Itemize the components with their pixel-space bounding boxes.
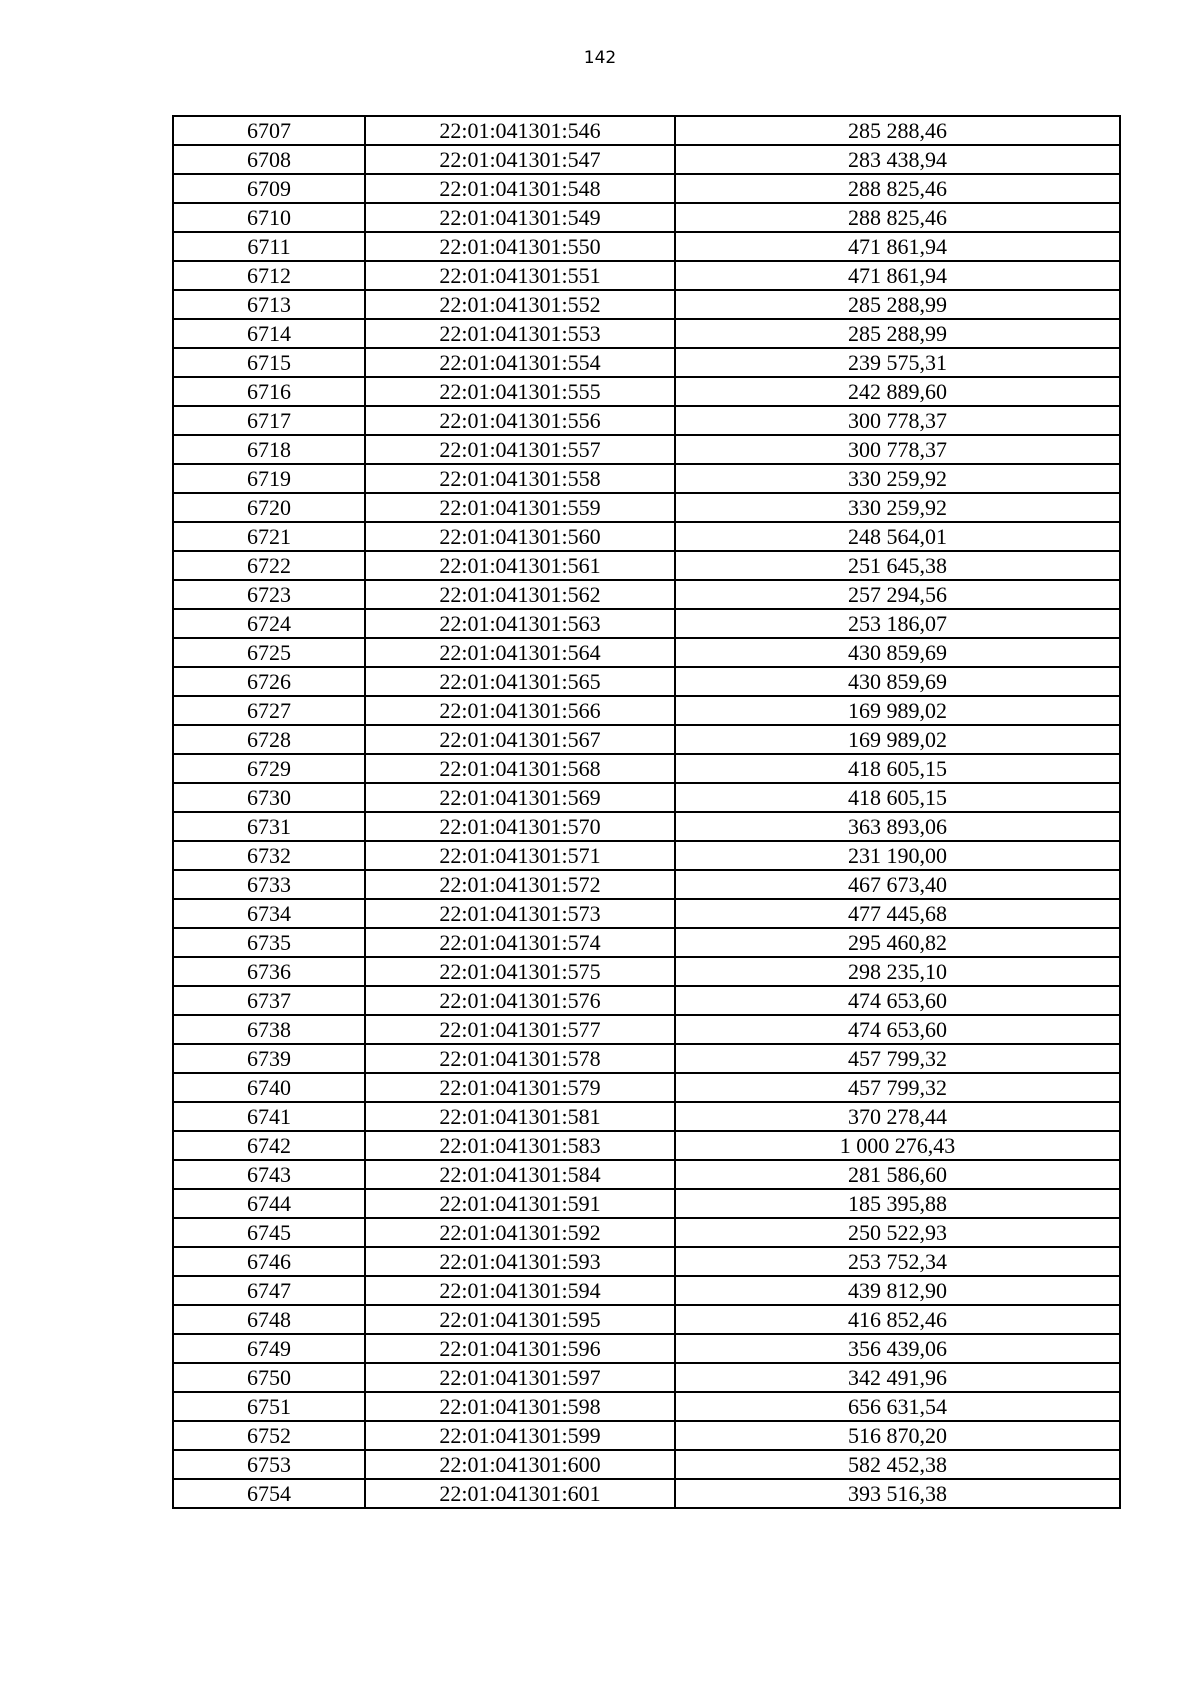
cadastral-value-cell: 477 445,68: [675, 899, 1120, 928]
row-number-cell: 6746: [173, 1247, 365, 1276]
cadastral-value-cell: 370 278,44: [675, 1102, 1120, 1131]
cadastral-value-cell: 363 893,06: [675, 812, 1120, 841]
row-number-cell: 6751: [173, 1392, 365, 1421]
table-row: [173, 609, 1120, 638]
cadastral-number-cell: 22:01:041301:558: [365, 464, 675, 493]
row-number-cell: 6714: [173, 319, 365, 348]
table-row: [173, 754, 1120, 783]
row-number-cell: 6738: [173, 1015, 365, 1044]
row-number-cell: 6721: [173, 522, 365, 551]
cadastral-value-cell: 288 825,46: [675, 174, 1120, 203]
row-number-cell: 6726: [173, 667, 365, 696]
cadastral-value-cell: 185 395,88: [675, 1189, 1120, 1218]
cadastral-number-cell: 22:01:041301:600: [365, 1450, 675, 1479]
page-number: 142: [583, 48, 617, 68]
cadastral-number-cell: 22:01:041301:591: [365, 1189, 675, 1218]
cadastral-value-cell: 330 259,92: [675, 493, 1120, 522]
cadastral-value-cell: 516 870,20: [675, 1421, 1120, 1450]
table-row: [173, 203, 1120, 232]
row-number-cell: 6754: [173, 1479, 365, 1508]
table-row: [173, 1276, 1120, 1305]
cadastral-number-cell: 22:01:041301:592: [365, 1218, 675, 1247]
table-row: [173, 377, 1120, 406]
table-row: [173, 522, 1120, 551]
cadastral-number-cell: 22:01:041301:593: [365, 1247, 675, 1276]
cadastral-value-cell: 283 438,94: [675, 145, 1120, 174]
table-row: [173, 116, 1120, 145]
row-number-cell: 6710: [173, 203, 365, 232]
cadastral-value-cell: 295 460,82: [675, 928, 1120, 957]
table-row: [173, 667, 1120, 696]
cadastral-number-cell: 22:01:041301:547: [365, 145, 675, 174]
cadastral-number-cell: 22:01:041301:570: [365, 812, 675, 841]
cadastral-number-cell: 22:01:041301:549: [365, 203, 675, 232]
table-row: [173, 1102, 1120, 1131]
table-row: [173, 1015, 1120, 1044]
table-body: [173, 116, 1120, 1508]
cadastral-value-cell: 251 645,38: [675, 551, 1120, 580]
cadastral-number-cell: 22:01:041301:599: [365, 1421, 675, 1450]
cadastral-number-cell: 22:01:041301:551: [365, 261, 675, 290]
table-row: [173, 406, 1120, 435]
cadastral-number-cell: 22:01:041301:598: [365, 1392, 675, 1421]
cadastral-value-cell: 242 889,60: [675, 377, 1120, 406]
row-number-cell: 6748: [173, 1305, 365, 1334]
cadastral-number-cell: 22:01:041301:552: [365, 290, 675, 319]
row-number-cell: 6733: [173, 870, 365, 899]
row-number-cell: 6734: [173, 899, 365, 928]
cadastral-number-cell: 22:01:041301:576: [365, 986, 675, 1015]
cadastral-value-cell: 253 752,34: [675, 1247, 1120, 1276]
table-row: [173, 580, 1120, 609]
cadastral-number-cell: 22:01:041301:564: [365, 638, 675, 667]
cadastral-value-cell: 253 186,07: [675, 609, 1120, 638]
table-row: [173, 464, 1120, 493]
table-row: [173, 957, 1120, 986]
cadastral-number-cell: 22:01:041301:594: [365, 1276, 675, 1305]
cadastral-value-cell: 471 861,94: [675, 232, 1120, 261]
cadastral-value-cell: 231 190,00: [675, 841, 1120, 870]
row-number-cell: 6747: [173, 1276, 365, 1305]
row-number-cell: 6744: [173, 1189, 365, 1218]
cadastral-value-cell: 474 653,60: [675, 986, 1120, 1015]
cadastral-number-cell: 22:01:041301:548: [365, 174, 675, 203]
table-row: [173, 1450, 1120, 1479]
cadastral-number-cell: 22:01:041301:596: [365, 1334, 675, 1363]
table-row: [173, 551, 1120, 580]
table-row: [173, 435, 1120, 464]
cadastral-value-cell: 248 564,01: [675, 522, 1120, 551]
cadastral-number-cell: 22:01:041301:573: [365, 899, 675, 928]
cadastral-number-cell: 22:01:041301:572: [365, 870, 675, 899]
cadastral-value-cell: 356 439,06: [675, 1334, 1120, 1363]
cadastral-number-cell: 22:01:041301:553: [365, 319, 675, 348]
table-row: [173, 1305, 1120, 1334]
cadastral-number-cell: 22:01:041301:554: [365, 348, 675, 377]
table-row: [173, 638, 1120, 667]
cadastral-value-cell: 285 288,99: [675, 290, 1120, 319]
cadastral-number-cell: 22:01:041301:562: [365, 580, 675, 609]
cadastral-value-cell: 285 288,46: [675, 116, 1120, 145]
cadastral-value-cell: 300 778,37: [675, 435, 1120, 464]
cadastral-value-cell: 416 852,46: [675, 1305, 1120, 1334]
row-number-cell: 6739: [173, 1044, 365, 1073]
cadastral-number-cell: 22:01:041301:569: [365, 783, 675, 812]
row-number-cell: 6711: [173, 232, 365, 261]
cadastral-number-cell: 22:01:041301:557: [365, 435, 675, 464]
table-row: [173, 1218, 1120, 1247]
cadastral-number-cell: 22:01:041301:578: [365, 1044, 675, 1073]
row-number-cell: 6729: [173, 754, 365, 783]
row-number-cell: 6736: [173, 957, 365, 986]
row-number-cell: 6709: [173, 174, 365, 203]
table-row: [173, 261, 1120, 290]
table-row: [173, 1479, 1120, 1508]
table-row: [173, 1189, 1120, 1218]
cadastral-number-cell: 22:01:041301:579: [365, 1073, 675, 1102]
cadastral-number-cell: 22:01:041301:555: [365, 377, 675, 406]
cadastral-value-cell: 418 605,15: [675, 754, 1120, 783]
cadastral-value-cell: 457 799,32: [675, 1044, 1120, 1073]
cadastral-value-cell: 250 522,93: [675, 1218, 1120, 1247]
cadastral-value-cell: 285 288,99: [675, 319, 1120, 348]
cadastral-number-cell: 22:01:041301:595: [365, 1305, 675, 1334]
table-row: [173, 1421, 1120, 1450]
table-row: [173, 870, 1120, 899]
cadastral-value-cell: 1 000 276,43: [675, 1131, 1120, 1160]
row-number-cell: 6722: [173, 551, 365, 580]
table-row: [173, 725, 1120, 754]
cadastral-number-cell: 22:01:041301:566: [365, 696, 675, 725]
cadastral-value-cell: 300 778,37: [675, 406, 1120, 435]
table-row: [173, 1073, 1120, 1102]
row-number-cell: 6731: [173, 812, 365, 841]
table-row: [173, 928, 1120, 957]
cadastral-number-cell: 22:01:041301:560: [365, 522, 675, 551]
cadastral-number-cell: 22:01:041301:601: [365, 1479, 675, 1508]
row-number-cell: 6707: [173, 116, 365, 145]
cadastral-value-cell: 257 294,56: [675, 580, 1120, 609]
row-number-cell: 6708: [173, 145, 365, 174]
cadastral-number-cell: 22:01:041301:583: [365, 1131, 675, 1160]
table-row: [173, 232, 1120, 261]
cadastral-value-cell: 430 859,69: [675, 638, 1120, 667]
row-number-cell: 6732: [173, 841, 365, 870]
row-number-cell: 6718: [173, 435, 365, 464]
table-row: [173, 1131, 1120, 1160]
table-row: [173, 1247, 1120, 1276]
cadastral-value-cell: 430 859,69: [675, 667, 1120, 696]
row-number-cell: 6728: [173, 725, 365, 754]
row-number-cell: 6745: [173, 1218, 365, 1247]
table-row: [173, 899, 1120, 928]
cadastral-value-cell: 169 989,02: [675, 696, 1120, 725]
row-number-cell: 6724: [173, 609, 365, 638]
cadastral-value-cell: 393 516,38: [675, 1479, 1120, 1508]
table-row: [173, 319, 1120, 348]
cadastral-number-cell: 22:01:041301:559: [365, 493, 675, 522]
table-row: [173, 783, 1120, 812]
row-number-cell: 6753: [173, 1450, 365, 1479]
cadastral-number-cell: 22:01:041301:546: [365, 116, 675, 145]
row-number-cell: 6716: [173, 377, 365, 406]
cadastral-number-cell: 22:01:041301:581: [365, 1102, 675, 1131]
row-number-cell: 6715: [173, 348, 365, 377]
row-number-cell: 6737: [173, 986, 365, 1015]
table-row: [173, 841, 1120, 870]
table-row: [173, 1160, 1120, 1189]
cadastral-value-cell: 474 653,60: [675, 1015, 1120, 1044]
table-row: [173, 174, 1120, 203]
cadastral-value-cell: 418 605,15: [675, 783, 1120, 812]
row-number-cell: 6750: [173, 1363, 365, 1392]
row-number-cell: 6740: [173, 1073, 365, 1102]
cadastral-value-cell: 298 235,10: [675, 957, 1120, 986]
cadastral-value-cell: 169 989,02: [675, 725, 1120, 754]
row-number-cell: 6741: [173, 1102, 365, 1131]
cadastral-number-cell: 22:01:041301:574: [365, 928, 675, 957]
cadastral-value-cell: 239 575,31: [675, 348, 1120, 377]
cadastral-value-cell: 467 673,40: [675, 870, 1120, 899]
row-number-cell: 6725: [173, 638, 365, 667]
cadastral-value-cell: 582 452,38: [675, 1450, 1120, 1479]
table-row: [173, 1392, 1120, 1421]
table-row: [173, 493, 1120, 522]
cadastral-number-cell: 22:01:041301:565: [365, 667, 675, 696]
row-number-cell: 6720: [173, 493, 365, 522]
row-number-cell: 6743: [173, 1160, 365, 1189]
cadastral-number-cell: 22:01:041301:571: [365, 841, 675, 870]
cadastral-value-cell: 471 861,94: [675, 261, 1120, 290]
table-row: [173, 1334, 1120, 1363]
cadastral-number-cell: 22:01:041301:556: [365, 406, 675, 435]
table-row: [173, 986, 1120, 1015]
cadastral-value-cell: 342 491,96: [675, 1363, 1120, 1392]
row-number-cell: 6730: [173, 783, 365, 812]
cadastral-number-cell: 22:01:041301:577: [365, 1015, 675, 1044]
table-row: [173, 145, 1120, 174]
cadastral-number-cell: 22:01:041301:550: [365, 232, 675, 261]
row-number-cell: 6749: [173, 1334, 365, 1363]
cadastral-number-cell: 22:01:041301:563: [365, 609, 675, 638]
row-number-cell: 6752: [173, 1421, 365, 1450]
cadastral-number-cell: 22:01:041301:567: [365, 725, 675, 754]
cadastral-value-cell: 330 259,92: [675, 464, 1120, 493]
row-number-cell: 6713: [173, 290, 365, 319]
cadastral-value-table: [172, 115, 1121, 1509]
table-row: [173, 290, 1120, 319]
table-row: [173, 1044, 1120, 1073]
table-row: [173, 1363, 1120, 1392]
cadastral-value-cell: 281 586,60: [675, 1160, 1120, 1189]
cadastral-number-cell: 22:01:041301:568: [365, 754, 675, 783]
row-number-cell: 6712: [173, 261, 365, 290]
row-number-cell: 6735: [173, 928, 365, 957]
table-row: [173, 696, 1120, 725]
row-number-cell: 6723: [173, 580, 365, 609]
cadastral-number-cell: 22:01:041301:597: [365, 1363, 675, 1392]
row-number-cell: 6719: [173, 464, 365, 493]
cadastral-value-cell: 457 799,32: [675, 1073, 1120, 1102]
cadastral-value-cell: 656 631,54: [675, 1392, 1120, 1421]
cadastral-number-cell: 22:01:041301:584: [365, 1160, 675, 1189]
cadastral-number-cell: 22:01:041301:575: [365, 957, 675, 986]
cadastral-number-cell: 22:01:041301:561: [365, 551, 675, 580]
row-number-cell: 6727: [173, 696, 365, 725]
cadastral-value-cell: 439 812,90: [675, 1276, 1120, 1305]
table-row: [173, 812, 1120, 841]
row-number-cell: 6742: [173, 1131, 365, 1160]
row-number-cell: 6717: [173, 406, 365, 435]
cadastral-value-cell: 288 825,46: [675, 203, 1120, 232]
table-row: [173, 348, 1120, 377]
